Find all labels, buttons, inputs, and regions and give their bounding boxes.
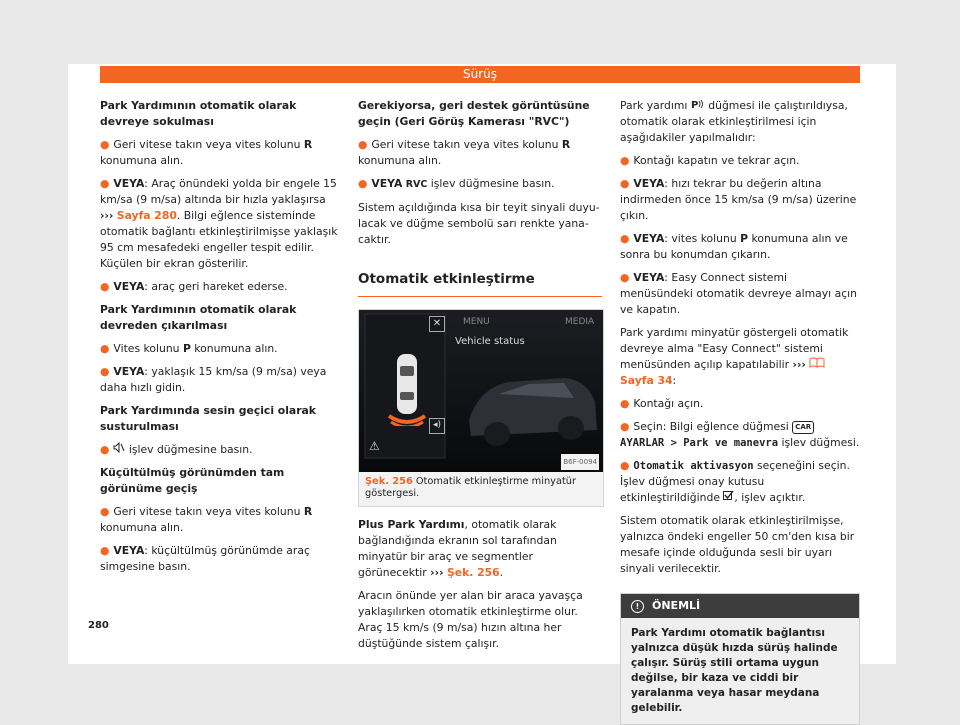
paragraph: Plus Park Yardımı, otomatik olarak bağlandığında ekranın sol tarafından minyatür bir araç ve segmentler görünecektir ››› Şek. 256.: [358, 518, 557, 579]
page-reference-link[interactable]: Sayfa 34: [620, 374, 673, 387]
list-item: ● Vites kolunu P konumuna alın.: [100, 342, 278, 355]
list-item: ● Geri vitese takın veya vites kolunu R konumuna alın.: [358, 138, 571, 167]
mute-icon: [113, 442, 125, 458]
list-item: ● VEYA: Easy Connect sistemi menüsündeki otomatik devreye almayı açın ve kapatın.: [620, 271, 857, 316]
heading-auto-activation: Park Yardımının otomatik olarak devreye sokulması: [100, 99, 297, 128]
info-icon: !: [631, 600, 644, 613]
list-item: ● Otomatik aktivasyon seçeneğini seçin. İşlev düğmesi onay kutusu etkinleştirildiğinde , işlev açıktır.: [620, 459, 850, 504]
heading-mute: Park Yardımında sesin geçici olarak susturulması: [100, 404, 316, 433]
section-title: Otomatik etkinleştirme: [358, 270, 602, 297]
list-item: ● Kontağı kapatın ve tekrar açın.: [620, 154, 800, 167]
heading-full-view: Küçültülmüş görünümden tam görünüme geçiş: [100, 466, 285, 495]
list-item: ● Kontağı açın.: [620, 397, 704, 410]
figure-reference-link[interactable]: Şek. 256: [446, 566, 500, 579]
vehicle-status-label: Vehicle status: [455, 336, 525, 347]
list-item: ● Geri vitese takın veya vites kolunu R konumuna alın.: [100, 138, 313, 167]
heading-auto-deactivation: Park Yardımının otomatik olarak devreden çıkarılması: [100, 303, 297, 332]
rvc-badge: RVC: [405, 179, 428, 190]
column-2: [358, 98, 602, 659]
sound-icon[interactable]: ◂): [429, 418, 445, 434]
paragraph: Sistem açıldığında kısa bir teyit sinyali duyulacak ve düğme sembolü sarı renkte yanacaktır.: [358, 201, 600, 246]
paragraph: Park yardımı P düğmesi ile çalıştırıldıysa, otomatik olarak etkinleştirilmesi için aşağıdakiler yapılmalıdır:: [620, 99, 848, 144]
list-item: ● VEYA: küçültülmüş görünümde araç simgesine basın.: [100, 544, 310, 573]
list-item: ● işlev düğmesine basın.: [100, 443, 253, 456]
paragraph: Aracın önünde yer alan bir araca yavaşça yaklaşılırken otomatik etkinleştirme olur. Araç 15 km/s (9 m/sa) hızın altına her düştüğünde sistem çalışır.: [358, 589, 583, 650]
svg-text:P: P: [690, 100, 699, 109]
column-3: [620, 98, 860, 725]
list-item: ● Seçin: Bilgi eğlence düğmesi CAR AYARLAR > Park ve manevra işlev düğmesi.: [620, 420, 860, 449]
list-item: ● VEYA: yaklaşık 15 km/sa (9 m/sa) veya daha hızlı gidin.: [100, 365, 327, 394]
list-item: ● Geri vitese takın veya vites kolunu R konumuna alın.: [100, 505, 313, 534]
figure-code: B6F-0094: [561, 454, 599, 470]
warning-icon: ⚠: [369, 439, 380, 453]
menu-label[interactable]: MENU: [463, 317, 490, 327]
chapter-header: Sürüş: [100, 66, 860, 83]
notice-header: ! ÖNEMLİ: [621, 594, 859, 618]
notice-body: Park Yardımı otomatik bağlantısı yalnızca düşük hızda sürüş halinde çalışır. Sürüş stili ortama uygun değilse, bir kaza ve ciddi bir yaralanma veya hasar meydana gelebilir.: [631, 627, 838, 714]
page-reference-link[interactable]: Sayfa 280: [116, 209, 177, 222]
list-item: ● VEYA: araç geri hareket ederse.: [100, 280, 288, 293]
media-label[interactable]: MEDIA: [565, 317, 595, 327]
list-item: ● VEYA: vites kolunu P konumuna alın ve sonra bu konumdan çıkarın.: [620, 232, 848, 261]
column-1: [100, 98, 340, 582]
list-item: ● VEYA: Araç önündeki yolda bir engele 15 km/sa (9 m/sa) altında bir hızla yaklaşırsa ››› Sayfa 280. Bilgi eğlence sisteminde otomatik bağlantı etkinleştirilmişse yaklaşık 95 cm mesafedeki engeller tespit edilir. Küçülen bir ekran gösterilir.: [100, 177, 338, 270]
paragraph: Park yardımı minyatür göstergeli otomatik devreye alma "Easy Connect" sistemi menüsünden açılıp kapatılabilir ››› Sayfa 34:: [620, 326, 849, 387]
checkbox-checked-icon: [723, 490, 734, 506]
figure-caption: Şek. 256 Otomatik etkinleştirme minyatür göstergesi.: [365, 476, 577, 499]
infotainment-screen: [359, 310, 603, 472]
mini-car-icon[interactable]: [385, 346, 429, 426]
page-number: 280: [88, 620, 109, 631]
book-icon: [809, 357, 825, 373]
car-button-icon: CAR: [792, 421, 814, 434]
list-item: ● VEYA: hızı tekrar bu değerin altına indirmeden önce 15 km/sa (9 m/sa) üzerine çıkın.: [620, 177, 857, 222]
paragraph: Sistem otomatik olarak etkinleştirilmişse, yalnızca öndeki engeller 50 cm'den kısa bir mesafe içinde olduğunda sesli bir uyarı sinyali verilecektir.: [620, 514, 855, 575]
list-item: ● VEYA RVC işlev düğmesine basın.: [358, 177, 555, 190]
close-icon[interactable]: ✕: [429, 316, 445, 332]
figure: [358, 309, 604, 507]
notice-box: [620, 593, 860, 725]
heading-rear-view-camera: Gerekiyorsa, geri destek görüntüsüne geçin (Geri Görüş Kamerası "RVC"): [358, 99, 590, 128]
park-assist-icon: [691, 98, 705, 114]
